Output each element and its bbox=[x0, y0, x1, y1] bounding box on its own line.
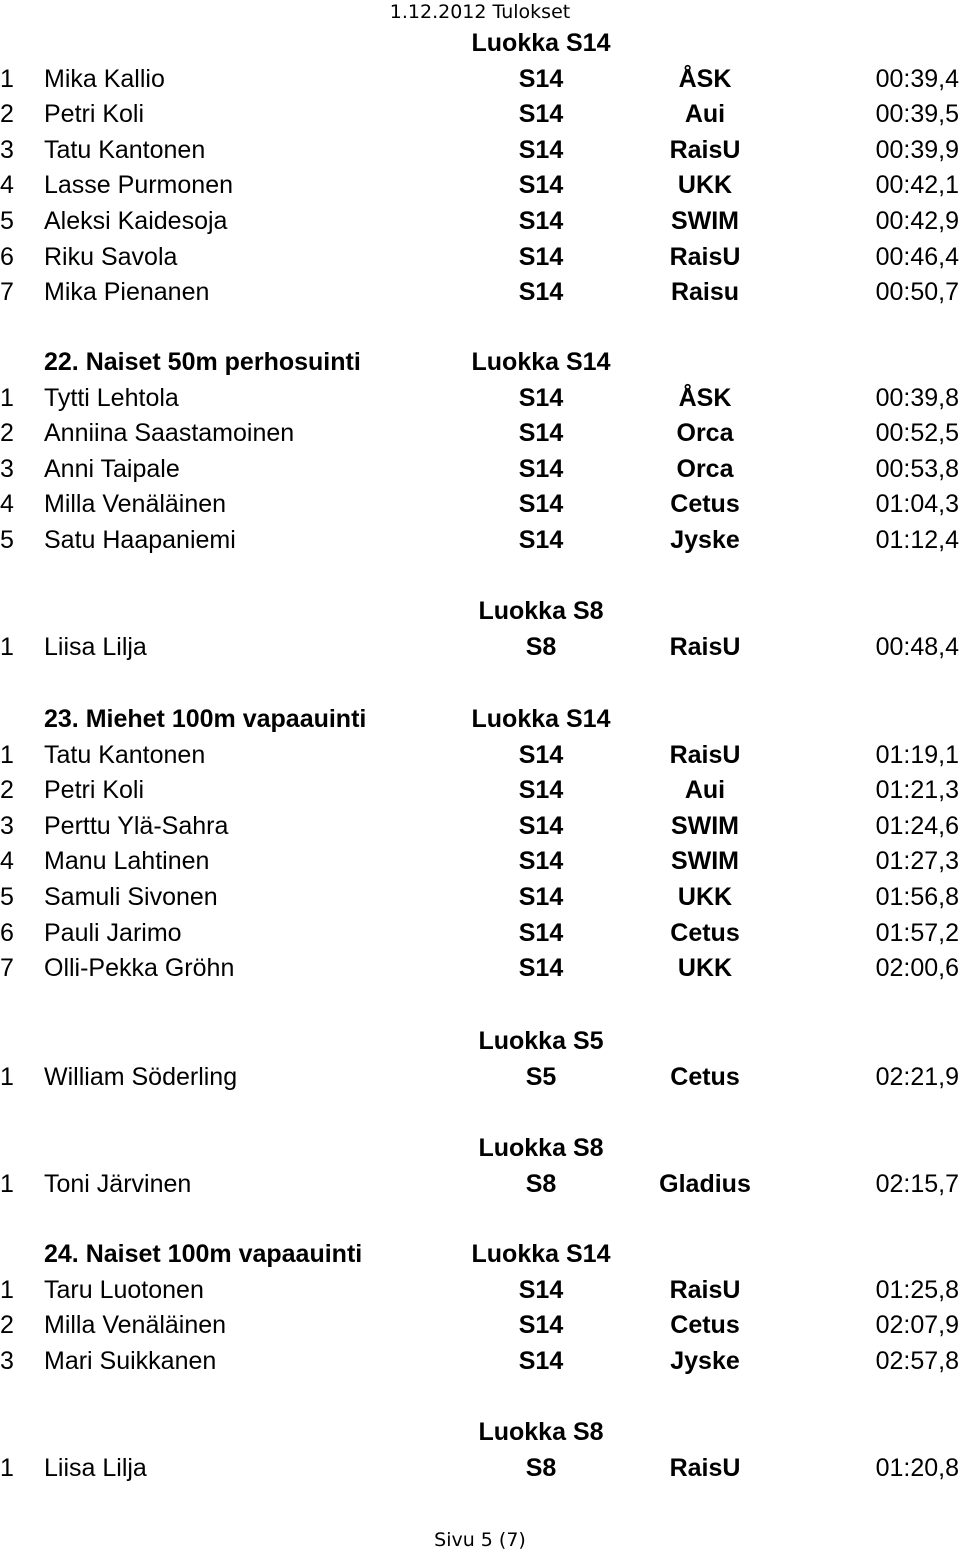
club-cell: RaisU bbox=[669, 740, 741, 769]
swimmer-name: Tatu Kantonen bbox=[44, 740, 206, 769]
club-cell: Cetus bbox=[670, 1311, 740, 1340]
swimmer-name: Liisa Lilja bbox=[44, 632, 147, 661]
rank-cell: 5 bbox=[0, 526, 14, 554]
time-cell: 02:15,7 bbox=[875, 1169, 959, 1198]
club-cell: Gladius bbox=[659, 1169, 751, 1198]
result-row bbox=[0, 415, 960, 451]
rank-cell: 1 bbox=[0, 1062, 14, 1091]
club-cell: ÅSK bbox=[678, 383, 732, 412]
swimmer-name: Petri Koli bbox=[44, 776, 145, 805]
time-cell: 00:52,5 bbox=[875, 419, 959, 448]
result-row bbox=[0, 132, 960, 168]
rank-cell: 3 bbox=[0, 1346, 14, 1375]
result-row bbox=[0, 772, 960, 808]
time-cell: 02:57,8 bbox=[875, 1346, 959, 1375]
swimmer-name: Samuli Sivonen bbox=[44, 883, 218, 911]
class-cell: S14 bbox=[518, 776, 564, 805]
event-header bbox=[0, 25, 960, 61]
result-row bbox=[0, 451, 960, 487]
class-cell: S14 bbox=[518, 1311, 564, 1340]
swimmer-name: Mika Pienanen bbox=[44, 278, 210, 307]
class-cell: S14 bbox=[518, 135, 564, 164]
event-header bbox=[0, 701, 960, 737]
class-cell: S5 bbox=[525, 1062, 557, 1091]
club-cell: Cetus bbox=[670, 1062, 740, 1091]
time-cell: 01:21,3 bbox=[875, 776, 959, 805]
club-cell: UKK bbox=[677, 171, 733, 200]
rank-cell: 1 bbox=[0, 1453, 14, 1482]
page-header: 1.12.2012 Tulokset bbox=[389, 1, 571, 23]
time-cell: 01:19,1 bbox=[875, 740, 959, 769]
class-cell: S14 bbox=[518, 918, 564, 947]
club-cell: SWIM bbox=[670, 811, 740, 840]
event-title: 22. Naiset 50m perhosuinti bbox=[44, 348, 361, 376]
result-row bbox=[0, 629, 960, 665]
swimmer-name: Lasse Purmonen bbox=[44, 171, 234, 200]
time-cell: 01:24,6 bbox=[875, 811, 959, 840]
swimmer-name: Petri Koli bbox=[44, 100, 145, 129]
result-row bbox=[0, 1307, 960, 1343]
swimmer-name: Mika Kallio bbox=[44, 64, 165, 93]
club-cell: RaisU bbox=[669, 1275, 741, 1304]
class-cell: S14 bbox=[518, 454, 564, 483]
class-label: Luokka S14 bbox=[471, 29, 611, 57]
event-title: 24. Naiset 100m vapaauinti bbox=[44, 1240, 363, 1268]
club-cell: Raisu bbox=[670, 278, 740, 307]
class-label: Luokka S14 bbox=[471, 705, 611, 733]
club-cell: Orca bbox=[676, 419, 734, 448]
time-cell: 01:27,3 bbox=[875, 847, 959, 876]
class-label: Luokka S14 bbox=[471, 1240, 611, 1268]
event-header bbox=[0, 593, 960, 629]
club-cell: Aui bbox=[684, 776, 726, 805]
rank-cell: 3 bbox=[0, 135, 14, 164]
rank-cell: 1 bbox=[0, 64, 14, 93]
rank-cell: 6 bbox=[0, 918, 14, 947]
club-cell: SWIM bbox=[670, 207, 740, 235]
club-cell: UKK bbox=[677, 954, 733, 983]
class-cell: S14 bbox=[518, 419, 564, 448]
class-cell: S14 bbox=[518, 740, 564, 769]
result-row bbox=[0, 522, 960, 558]
result-row bbox=[0, 380, 960, 416]
time-cell: 00:42,1 bbox=[875, 171, 959, 200]
result-row bbox=[0, 61, 960, 97]
swimmer-name: Olli-Pekka Gröhn bbox=[44, 954, 235, 983]
class-cell: S14 bbox=[518, 64, 564, 93]
result-row bbox=[0, 915, 960, 951]
time-cell: 01:04,3 bbox=[875, 490, 959, 519]
swimmer-name: Anniina Saastamoinen bbox=[44, 419, 295, 448]
result-row bbox=[0, 950, 960, 986]
result-row bbox=[0, 1450, 960, 1486]
club-cell: Jyske bbox=[670, 1346, 740, 1375]
rank-cell: 1 bbox=[0, 632, 14, 661]
event-title: 23. Miehet 100m vapaauinti bbox=[44, 705, 367, 733]
rank-cell: 4 bbox=[0, 490, 14, 519]
result-row bbox=[0, 96, 960, 132]
swimmer-name: Riku Savola bbox=[44, 242, 178, 271]
rank-cell: 1 bbox=[0, 383, 14, 412]
swimmer-name: Aleksi Kaidesoja bbox=[44, 207, 228, 235]
club-cell: RaisU bbox=[669, 1453, 741, 1482]
class-cell: S14 bbox=[518, 207, 564, 235]
rank-cell: 1 bbox=[0, 1275, 14, 1304]
result-row bbox=[0, 239, 960, 275]
event-header bbox=[0, 344, 960, 380]
rank-cell: 5 bbox=[0, 207, 14, 235]
class-cell: S8 bbox=[525, 1169, 557, 1198]
rank-cell: 1 bbox=[0, 740, 14, 769]
class-label: Luokka S5 bbox=[478, 1027, 604, 1055]
swimmer-name: Taru Luotonen bbox=[44, 1275, 204, 1304]
swimmer-name: Milla Venäläinen bbox=[44, 490, 227, 519]
time-cell: 02:07,9 bbox=[875, 1311, 959, 1340]
time-cell: 02:21,9 bbox=[875, 1062, 959, 1091]
class-cell: S8 bbox=[525, 1453, 557, 1482]
swimmer-name: Liisa Lilja bbox=[44, 1453, 147, 1482]
rank-cell: 6 bbox=[0, 242, 14, 271]
time-cell: 00:39,8 bbox=[875, 383, 959, 412]
rank-cell: 2 bbox=[0, 419, 14, 448]
rank-cell: 4 bbox=[0, 171, 14, 200]
class-cell: S14 bbox=[518, 278, 564, 307]
class-cell: S14 bbox=[518, 847, 564, 876]
swimmer-name: Manu Lahtinen bbox=[44, 847, 210, 876]
class-label: Luokka S8 bbox=[478, 1134, 604, 1162]
class-cell: S14 bbox=[518, 383, 564, 412]
class-cell: S14 bbox=[518, 1346, 564, 1375]
class-label: Luokka S14 bbox=[471, 348, 611, 376]
result-row bbox=[0, 1166, 960, 1202]
class-cell: S14 bbox=[518, 171, 564, 200]
rank-cell: 3 bbox=[0, 454, 14, 483]
club-cell: Cetus bbox=[670, 490, 740, 519]
result-row bbox=[0, 203, 960, 239]
time-cell: 01:25,8 bbox=[875, 1275, 959, 1304]
swimmer-name: Tatu Kantonen bbox=[44, 135, 206, 164]
swimmer-name: Pauli Jarimo bbox=[44, 918, 182, 947]
class-cell: S14 bbox=[518, 490, 564, 519]
result-row bbox=[0, 808, 960, 844]
class-cell: S14 bbox=[518, 100, 564, 129]
class-label: Luokka S8 bbox=[478, 597, 604, 625]
class-cell: S14 bbox=[518, 811, 564, 840]
class-cell: S14 bbox=[518, 954, 564, 983]
result-row bbox=[0, 167, 960, 203]
club-cell: Cetus bbox=[670, 918, 740, 947]
time-cell: 00:39,5 bbox=[875, 100, 959, 129]
swimmer-name: Satu Haapaniemi bbox=[44, 526, 236, 554]
result-row bbox=[0, 879, 960, 915]
club-cell: UKK bbox=[677, 883, 733, 911]
club-cell: Aui bbox=[684, 100, 726, 129]
club-cell: RaisU bbox=[669, 135, 741, 164]
class-label: Luokka S8 bbox=[478, 1418, 604, 1446]
club-cell: RaisU bbox=[669, 632, 741, 661]
time-cell: 00:42,9 bbox=[875, 207, 959, 235]
time-cell: 01:12,4 bbox=[875, 526, 959, 554]
rank-cell: 2 bbox=[0, 100, 14, 129]
swimmer-name: Toni Järvinen bbox=[44, 1169, 192, 1198]
swimmer-name: Mari Suikkanen bbox=[44, 1346, 217, 1375]
rank-cell: 7 bbox=[0, 278, 14, 307]
result-row bbox=[0, 274, 960, 310]
swimmer-name: Perttu Ylä-Sahra bbox=[44, 811, 229, 840]
event-header bbox=[0, 1236, 960, 1272]
class-cell: S14 bbox=[518, 883, 564, 911]
swimmer-name: Milla Venäläinen bbox=[44, 1311, 227, 1340]
time-cell: 00:46,4 bbox=[875, 242, 959, 271]
time-cell: 01:20,8 bbox=[875, 1453, 959, 1482]
time-cell: 00:39,4 bbox=[875, 64, 959, 93]
time-cell: 00:53,8 bbox=[875, 454, 959, 483]
time-cell: 00:39,9 bbox=[875, 135, 959, 164]
rank-cell: 2 bbox=[0, 776, 14, 805]
club-cell: SWIM bbox=[670, 847, 740, 876]
rank-cell: 3 bbox=[0, 811, 14, 840]
result-row bbox=[0, 1343, 960, 1379]
result-row bbox=[0, 737, 960, 773]
time-cell: 02:00,6 bbox=[875, 954, 959, 983]
swimmer-name: William Söderling bbox=[44, 1062, 238, 1091]
page-footer: Sivu 5 (7) bbox=[434, 1529, 526, 1551]
club-cell: Jyske bbox=[670, 526, 740, 554]
time-cell: 01:56,8 bbox=[875, 883, 959, 911]
result-row bbox=[0, 843, 960, 879]
event-header bbox=[0, 1023, 960, 1059]
time-cell: 00:48,4 bbox=[875, 632, 959, 661]
time-cell: 00:50,7 bbox=[875, 278, 959, 307]
rank-cell: 1 bbox=[0, 1169, 14, 1198]
swimmer-name: Tytti Lehtola bbox=[44, 383, 179, 412]
club-cell: Orca bbox=[676, 454, 734, 483]
result-row bbox=[0, 1059, 960, 1095]
rank-cell: 4 bbox=[0, 847, 14, 876]
swimmer-name: Anni Taipale bbox=[44, 454, 180, 483]
event-header bbox=[0, 1414, 960, 1450]
rank-cell: 7 bbox=[0, 954, 14, 983]
class-cell: S14 bbox=[518, 526, 564, 554]
result-row bbox=[0, 1272, 960, 1308]
class-cell: S14 bbox=[518, 1275, 564, 1304]
time-cell: 01:57,2 bbox=[875, 918, 959, 947]
club-cell: ÅSK bbox=[678, 64, 732, 93]
class-cell: S8 bbox=[525, 632, 557, 661]
rank-cell: 2 bbox=[0, 1311, 14, 1340]
class-cell: S14 bbox=[518, 242, 564, 271]
result-row bbox=[0, 486, 960, 522]
rank-cell: 5 bbox=[0, 883, 14, 911]
event-header bbox=[0, 1130, 960, 1166]
club-cell: RaisU bbox=[669, 242, 741, 271]
